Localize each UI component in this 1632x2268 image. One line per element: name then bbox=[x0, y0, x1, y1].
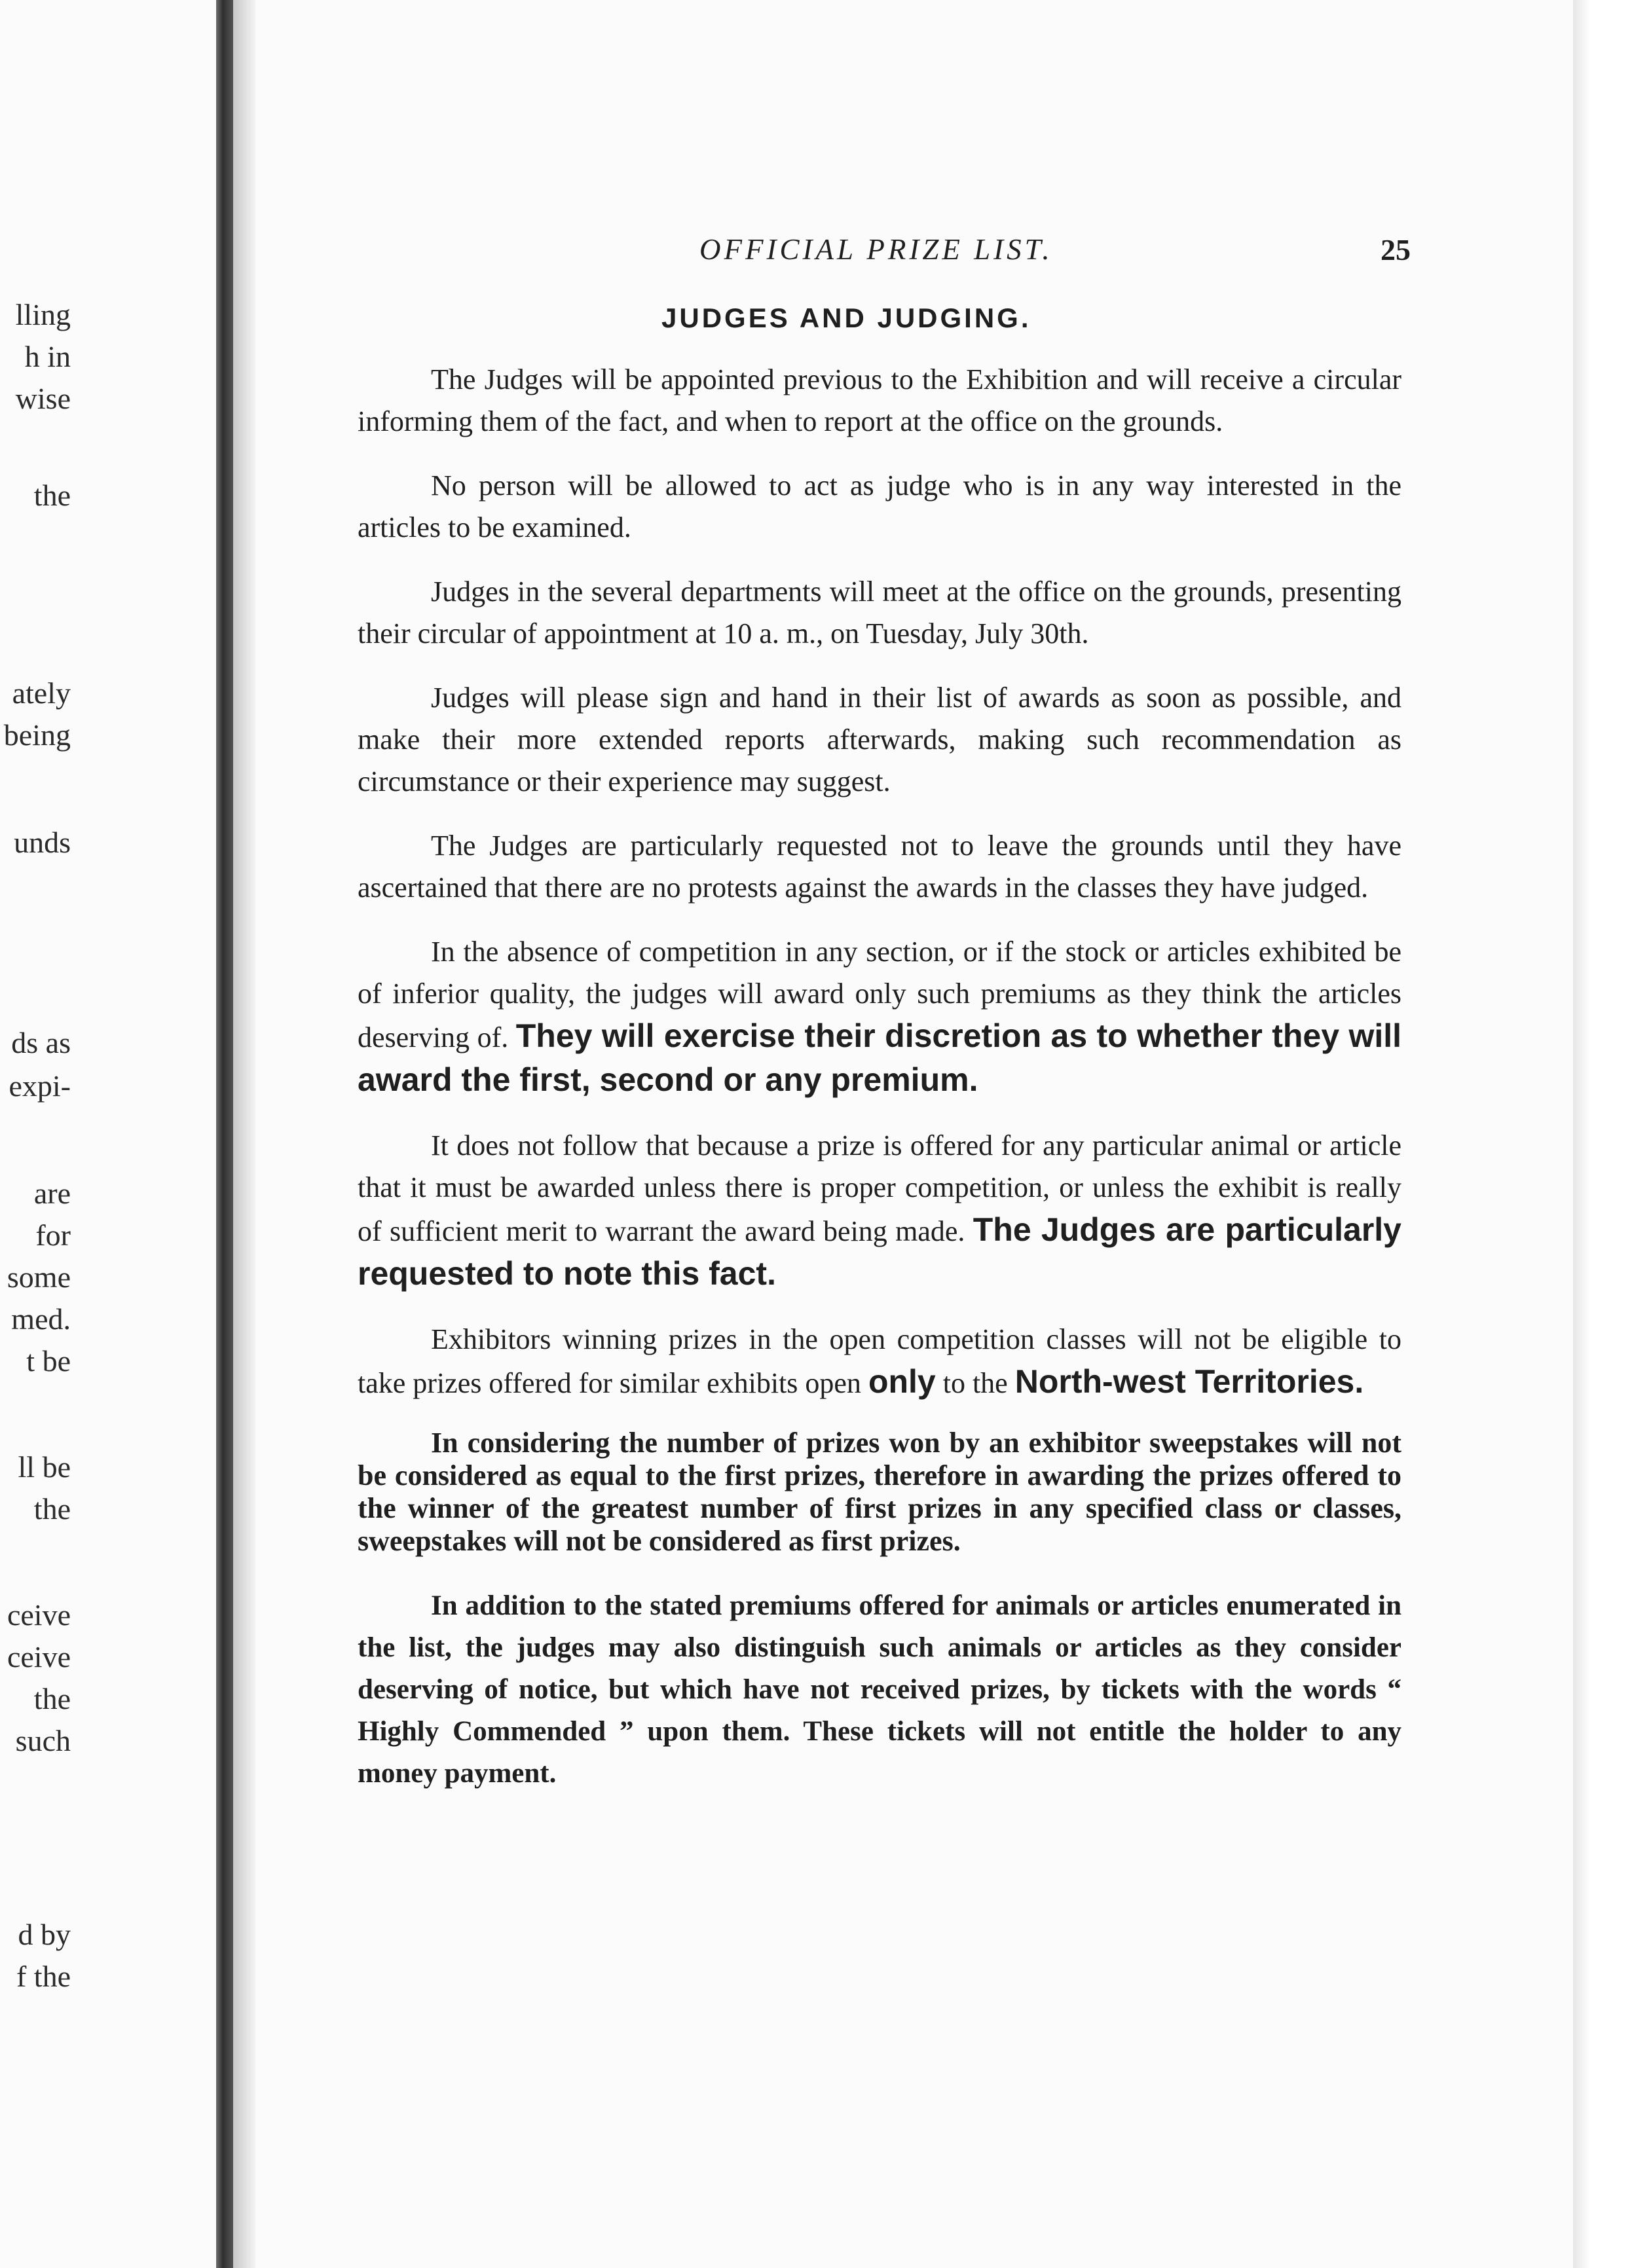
emphasis-text: The Judges are particularly requested to note this fact. bbox=[358, 1211, 1401, 1292]
paragraph-text: to the bbox=[942, 1367, 1008, 1399]
paragraph-text: Exhibitors winning prizes in the open competition classes will not be eligible to take prizes offered for similar exhibits open bbox=[358, 1323, 1401, 1399]
emphasis-territories: North-west Territories. bbox=[1014, 1363, 1364, 1400]
paragraph-open-competition bbox=[358, 1319, 1401, 1404]
paragraph-text: It does not follow that because a prize is offered for any particular animal or article that it must be awarded unless there is proper competition, or unless the exhibit is really of sufficient merit to warrant the award being made. bbox=[358, 1129, 1401, 1247]
left-page-fragment: t be bbox=[26, 1344, 71, 1378]
left-page-fragment: med. bbox=[11, 1302, 71, 1336]
left-page-fragment: the bbox=[33, 479, 71, 512]
paragraph-conflict: No person will be allowed to act as judge who is in any way interested in the articles to be examined. bbox=[358, 469, 1401, 543]
left-page-fragment: for bbox=[35, 1218, 71, 1252]
gutter-shadow bbox=[233, 0, 255, 2268]
left-page-fragment: being bbox=[3, 718, 71, 752]
paragraph-protests: The Judges are particularly requested not to leave the grounds until they have ascertained that there are no protests against the awards in the classes they have judged. bbox=[358, 830, 1401, 904]
book-spine bbox=[216, 0, 233, 2268]
paragraph-absence-competition bbox=[358, 931, 1401, 1103]
emphasis-only: only bbox=[868, 1363, 936, 1400]
page-number: 25 bbox=[1381, 233, 1411, 266]
left-page-fragment: lling bbox=[15, 298, 71, 331]
left-page-fragment: ll be bbox=[18, 1450, 71, 1484]
paragraph-proper-competition bbox=[358, 1125, 1401, 1296]
left-page-fragment: f the bbox=[16, 1960, 71, 1993]
page-edge bbox=[1573, 0, 1632, 2268]
left-page-fragment: ds as bbox=[11, 1026, 71, 1059]
left-page-fragment: the bbox=[33, 1492, 71, 1526]
left-page-fragment: h in bbox=[24, 340, 71, 373]
left-page-fragment: ceive bbox=[7, 1640, 71, 1674]
left-page-fragment: expi- bbox=[9, 1069, 71, 1103]
left-page-fragment: ately bbox=[12, 676, 71, 710]
left-page-fragment: are bbox=[33, 1177, 71, 1210]
left-facing-page bbox=[0, 0, 216, 2268]
paragraph-highly-commended: In addition to the stated premiums offered for animals or articles enumerated in the list, the judges may also distinguish such animals or articles as they consider deserving of notice, but which have not received prizes, by tickets with the words “ Highly Commended ” upon them. These tickets will not entitle the holder to any money payment. bbox=[358, 1590, 1401, 1789]
left-page-fragment: the bbox=[33, 1682, 71, 1715]
left-page-fragment: unds bbox=[14, 826, 71, 859]
left-page-fragment: ceive bbox=[7, 1598, 71, 1632]
page-body bbox=[358, 359, 1401, 1817]
paragraph-awards-list: Judges will please sign and hand in their list of awards as soon as possible, and make their more extended reports afterwards, making such recommendation as circumstance or their experience may suggest. bbox=[358, 682, 1401, 797]
section-heading: JUDGES AND JUDGING. bbox=[661, 302, 1031, 333]
paragraph-sweepstakes: In considering the number of prizes won by an exhibitor sweepstakes will not be considered as equal to the first prizes, therefore in awarding the prizes offered to the winner of the greatest number of first prizes in any specified class or classes, sweepstakes will not be considered as first prizes. bbox=[358, 1427, 1401, 1557]
paragraph-text: In the absence of competition in any section, or if the stock or articles exhibited be of inferior quality, the judges will award only such premiums as they think the articles deserving of. bbox=[358, 936, 1401, 1053]
left-page-fragment: d by bbox=[18, 1918, 71, 1951]
left-page-fragment: wise bbox=[15, 382, 71, 415]
left-page-fragment: some bbox=[7, 1260, 71, 1294]
running-head-title: OFFICIAL PRIZE LIST. bbox=[699, 233, 1053, 266]
left-page-fragment: such bbox=[15, 1724, 71, 1757]
emphasis-text: They will exercise their discretion as to whether they will award the first, second or any premium. bbox=[358, 1017, 1402, 1098]
paragraph-appointment: The Judges will be appointed previous to the Exhibition and will receive a circular informing them of the fact, and when to report at the office on the grounds. bbox=[358, 363, 1401, 437]
paragraph-meeting: Judges in the several departments will meet at the office on the grounds, presenting their circular of appointment at 10 a. m., on Tuesday, July 30th. bbox=[358, 576, 1401, 649]
